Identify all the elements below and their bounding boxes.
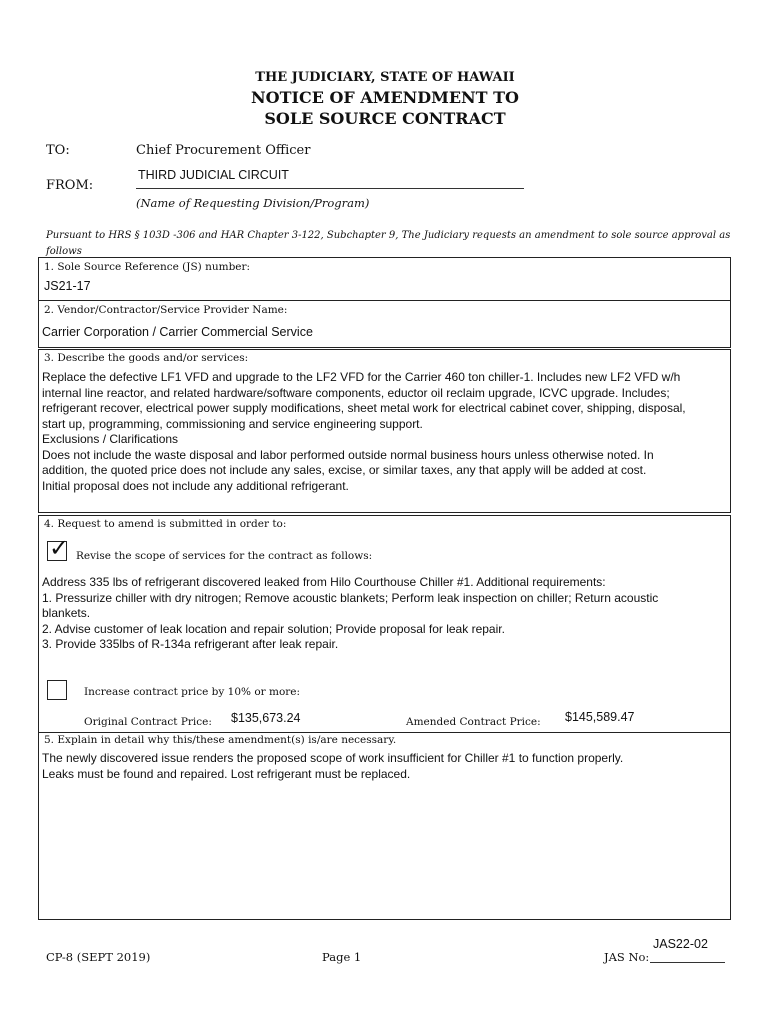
scope-line: blankets. [42, 606, 91, 620]
revise-scope-checkbox[interactable] [47, 534, 70, 562]
justification-line: Leaks must be found and repaired. Lost refrigerant must be replaced. [42, 766, 411, 781]
from-label: FROM: [46, 178, 94, 193]
from-caption: (Name of Requesting Division/Program) [136, 196, 370, 210]
goods-line: Does not include the waste disposal and labor performed outside normal business hours unless otherwise noted. In [42, 447, 654, 462]
checkmark-icon: ✓ [49, 534, 70, 562]
jas-underline [650, 962, 725, 963]
page-number: Page 1 [322, 950, 362, 964]
revised-scope-field[interactable] [42, 575, 730, 653]
increase-price-label: Increase contract price by 10% or more: [84, 686, 301, 698]
goods-line: Replace the defective LF1 VFD and upgrade to the LF2 VFD for the Carrier 460 ton chiller-1. Includes new LF2 VFD w/h [42, 370, 681, 384]
org-name: THE JUDICIARY, STATE OF HAWAII [255, 70, 515, 85]
form-title-line-2: SOLE SOURCE CONTRACT [264, 109, 506, 128]
jas-number-field[interactable]: JAS22-02 [653, 937, 708, 951]
original-price-field[interactable]: $135,673.24 [231, 711, 301, 725]
to-value: Chief Procurement Officer [136, 143, 311, 158]
goods-line: refrigerant recover, electrical power supply modifications, sheet metal work for electrical cabinet cover, shipping, disposal, [42, 401, 686, 415]
form-id: CP-8 (SEPT 2019) [46, 950, 151, 964]
justification-field[interactable] [42, 751, 730, 782]
goods-line: start up, programming, commissioning and service engineering support. [42, 416, 423, 431]
scope-line: 1. Pressurize chiller with dry nitrogen; Remove acoustic blankets; Perform leak inspection on chiller; Return acoustic [42, 590, 659, 605]
js-number-field[interactable]: JS21-17 [44, 279, 91, 293]
form-title-line-1: NOTICE OF AMENDMENT TO [251, 88, 519, 107]
goods-line: Exclusions / Clarifications [42, 432, 179, 446]
intro-text: Pursuant to HRS § 103D -306 and HAR Chapter 3-122, Subchapter 9, The Judiciary requests an amendment to sole source approval as follows [46, 230, 731, 257]
justification-line: The newly discovered issue renders the proposed scope of work insufficient for Chiller #1 to function properly. [42, 751, 624, 765]
section-4-label: 4. Request to amend is submitted in order to: [44, 518, 287, 530]
goods-line: Initial proposal does not include any additional refrigerant. [42, 478, 349, 493]
revise-scope-label: Revise the scope of services for the contract as follows: [76, 550, 373, 562]
increase-price-checkbox[interactable] [47, 680, 67, 700]
section-3-label: 3. Describe the goods and/or services: [44, 352, 249, 364]
amended-price-field[interactable]: $145,589.47 [565, 710, 635, 724]
from-underline [136, 188, 524, 189]
goods-line: internal line reactor, and related hardware/software components, eductor oil reclaim upgrade, ICVC upgrade. Includes; [42, 385, 670, 400]
jas-label: JAS No: [604, 950, 650, 964]
goods-line: addition, the quoted price does not include any sales, excise, or similar taxes, any that apply will be added at cost. [42, 463, 647, 477]
original-price-label: Original Contract Price: [84, 716, 212, 728]
amended-price-label: Amended Contract Price: [406, 716, 541, 728]
section-5-label: 5. Explain in detail why this/these amendment(s) is/are necessary. [44, 734, 397, 746]
to-label: TO: [46, 143, 70, 158]
scope-line: Address 335 lbs of refrigerant discovered leaked from Hilo Courthouse Chiller #1. Additional requirements: [42, 575, 606, 589]
goods-services-field[interactable] [42, 370, 730, 494]
from-value[interactable]: THIRD JUDICIAL CIRCUIT [138, 168, 289, 182]
vendor-name-field[interactable]: Carrier Corporation / Carrier Commercial Service [42, 325, 313, 339]
section-2-label: 2. Vendor/Contractor/Service Provider Name: [44, 304, 288, 316]
section-1-label: 1. Sole Source Reference (JS) number: [44, 261, 251, 273]
scope-line: 3. Provide 335lbs of R-134a refrigerant after leak repair. [42, 637, 339, 651]
scope-line: 2. Advise customer of leak location and repair solution; Provide proposal for leak repair. [42, 621, 505, 636]
